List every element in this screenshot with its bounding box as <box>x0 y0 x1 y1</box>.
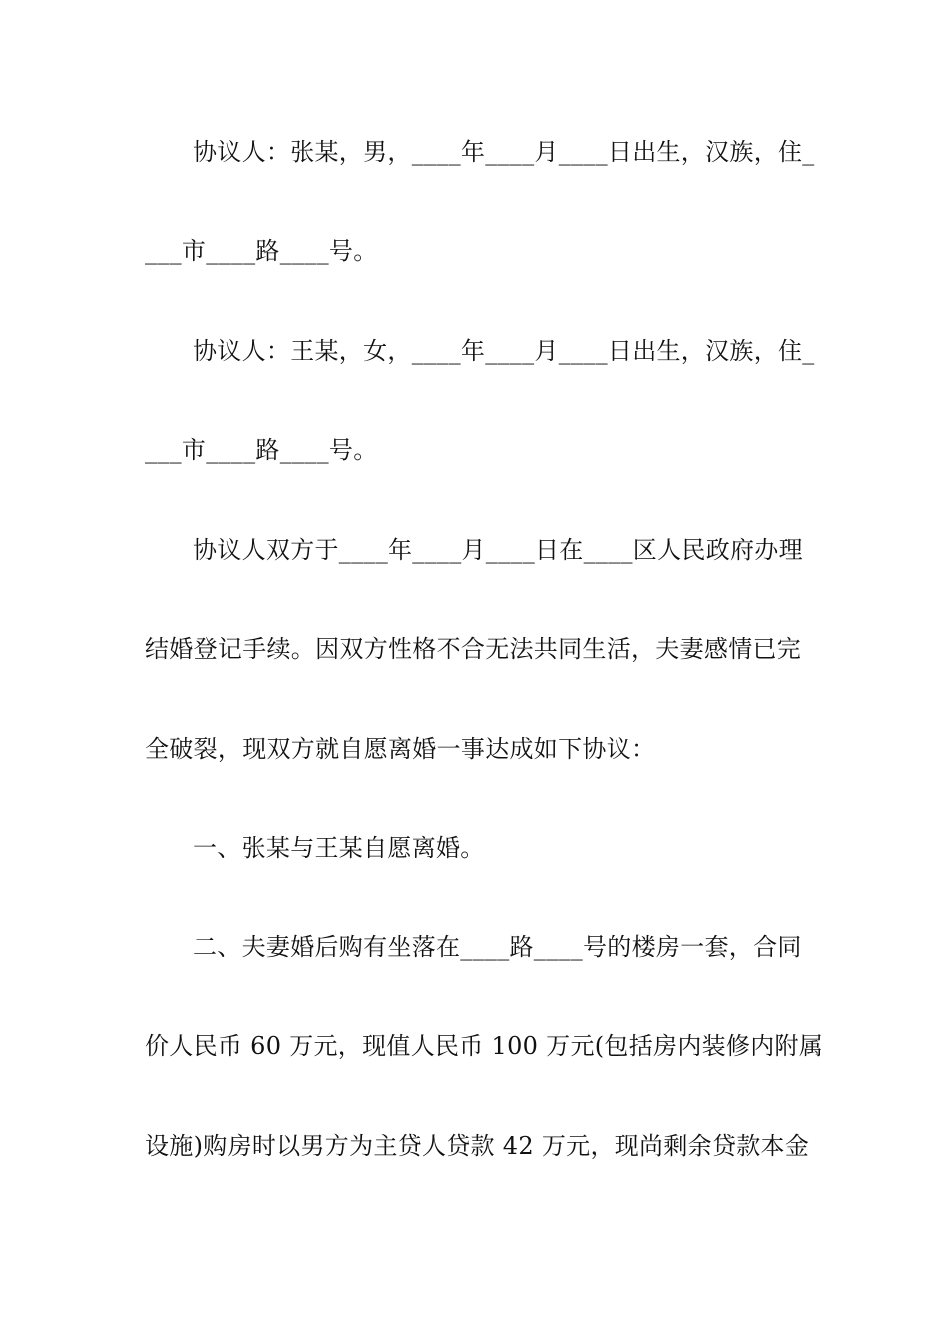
clause-two-line-2: 价人民币 60 万元，现值人民币 100 万元(包括房内装修内附属 <box>145 1032 824 1060</box>
clause-two-line-1: 二、夫妻婚后购有坐落在____路____号的楼房一套，合同 <box>193 933 802 961</box>
clause-one: 一、张某与王某自愿离婚。 <box>193 834 485 862</box>
marriage-paragraph-line-1: 协议人双方于____年____月____日在____区人民政府办理 <box>193 536 803 564</box>
marriage-paragraph-line-2: 结婚登记手续。因双方性格不合无法共同生活，夫妻感情已完 <box>145 635 802 663</box>
party-wang-line-1: 协议人：王某，女，____年____月____日出生，汉族，住_ <box>193 337 815 365</box>
marriage-paragraph-line-3: 全破裂，现双方就自愿离婚一事达成如下协议： <box>145 735 656 763</box>
party-zhang-line-2: ___市____路____号。 <box>145 237 378 265</box>
clause-two-line-3: 设施)购房时以男方为主贷人贷款 42 万元，现尚剩余贷款本金 <box>145 1132 810 1160</box>
party-zhang-line-1: 协议人：张某，男，____年____月____日出生，汉族，住_ <box>193 138 815 166</box>
party-wang-line-2: ___市____路____号。 <box>145 436 378 464</box>
